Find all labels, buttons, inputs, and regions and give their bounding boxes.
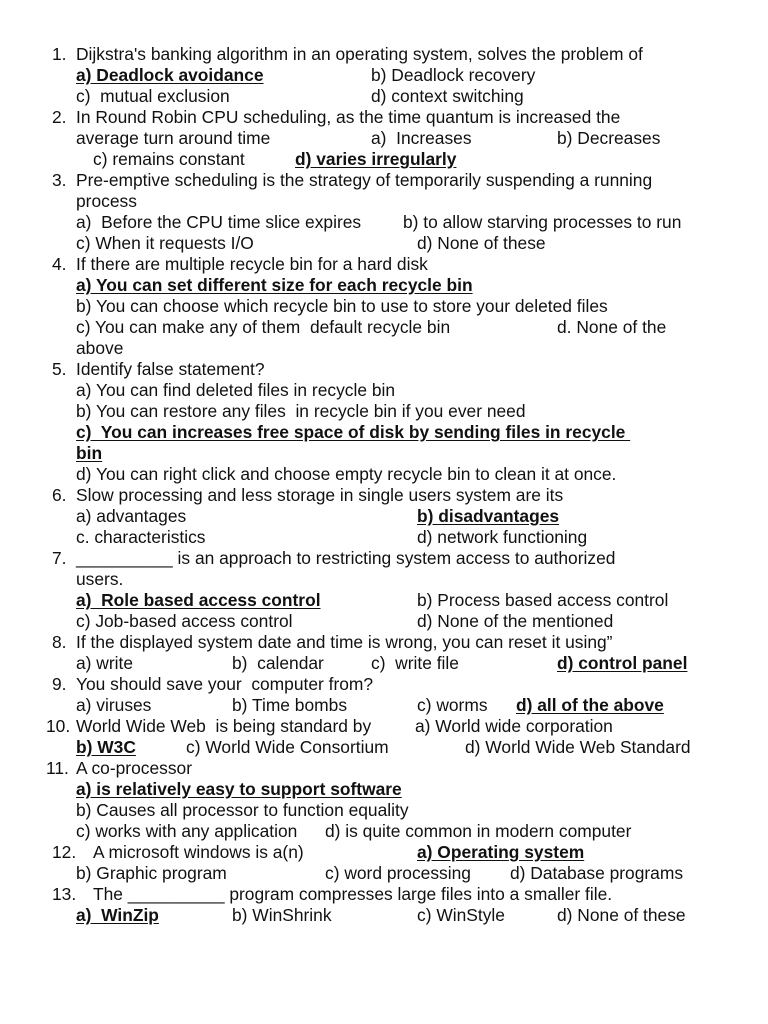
- options-row: [0, 212, 768, 233]
- question-text: If there are multiple recycle bin for a hard disk: [76, 254, 428, 274]
- option-d: d) network functioning: [417, 527, 588, 547]
- option-a-correct: a) Role based access control: [76, 590, 321, 610]
- option-c: c) write file: [371, 653, 459, 673]
- option-c: c) mutual exclusion: [76, 86, 230, 106]
- option-c: c) remains constant: [93, 149, 245, 169]
- options-row: [0, 422, 768, 443]
- option-d: d) World Wide Web Standard: [465, 737, 691, 757]
- option-d: d) context switching: [371, 86, 524, 106]
- option-c: c) word processing: [325, 863, 471, 883]
- option-c: c) works with any application: [76, 821, 298, 841]
- question-text: __________ is an approach to restricting system access to authorized: [76, 548, 616, 568]
- option-a-correct: a) Operating system: [417, 842, 585, 862]
- options-row: [0, 737, 768, 758]
- question-4: [0, 254, 768, 275]
- question-text: Identify false statement?: [76, 359, 265, 379]
- option-c: c. characteristics: [76, 527, 206, 547]
- option-c: c) worms: [417, 695, 488, 715]
- question-10: [0, 716, 768, 737]
- question-number: 4.: [52, 254, 67, 274]
- options-row: [0, 443, 768, 464]
- option-a-correct: a) is relatively easy to support software: [76, 779, 402, 799]
- options-row: [0, 800, 768, 821]
- option-d: d) Database programs: [510, 863, 684, 883]
- options-row: [0, 506, 768, 527]
- option-d: d) You can right click and choose empty recycle bin to clean it at once.: [76, 464, 617, 484]
- option-b: b) You can restore any files in recycle bin if you ever need: [76, 401, 526, 421]
- option-d: d. None of the: [557, 317, 667, 337]
- options-row: [0, 128, 768, 149]
- option-d: d) None of the mentioned: [417, 611, 614, 631]
- option-b: b) WinShrink: [232, 905, 332, 925]
- question-6: [0, 485, 768, 506]
- option-c-correct: c) You can increases free space of disk by sending files in recycle: [76, 422, 631, 442]
- question-text: Pre-emptive scheduling is the strategy of temporarily suspending a running: [76, 170, 653, 190]
- question-number: 8.: [52, 632, 67, 652]
- option-b-correct: b) disadvantages: [417, 506, 560, 526]
- option-a: a) viruses: [76, 695, 152, 715]
- options-row: [0, 653, 768, 674]
- question-text-cont: process: [76, 191, 137, 211]
- question-1: [0, 44, 768, 65]
- question-number: 10.: [46, 716, 71, 736]
- question-text: If the displayed system date and time is wrong, you can reset it using”: [76, 632, 613, 652]
- options-row: [0, 86, 768, 107]
- option-a: a) Increases: [371, 128, 472, 148]
- question-8: [0, 632, 768, 653]
- options-row: [0, 821, 768, 842]
- option-c: c) World Wide Consortium: [186, 737, 389, 757]
- option-d: d) is quite common in modern computer: [325, 821, 632, 841]
- question-number: 3.: [52, 170, 67, 190]
- question-text: A co-processor: [76, 758, 192, 778]
- options-row: [0, 611, 768, 632]
- options-row: [0, 149, 768, 170]
- question-2: [0, 107, 768, 128]
- option-a: a) Before the CPU time slice expires: [76, 212, 362, 232]
- option-a: a) World wide corporation: [415, 716, 613, 736]
- option-b: b) Causes all processor to function equality: [76, 800, 409, 820]
- option-a: a) You can find deleted files in recycle bin: [76, 380, 396, 400]
- question-5: [0, 359, 768, 380]
- question-13: [0, 884, 768, 905]
- question-text: A microsoft windows is a(n): [93, 842, 304, 862]
- option-a: a) advantages: [76, 506, 187, 526]
- option-d-correct: d) control panel: [557, 653, 688, 673]
- question-number: 12.: [52, 842, 77, 862]
- options-row: [0, 590, 768, 611]
- question-text: In Round Robin CPU scheduling, as the time quantum is increased the: [76, 107, 621, 127]
- option-c: c) Job-based access control: [76, 611, 293, 631]
- question-number: 2.: [52, 107, 67, 127]
- options-row: [0, 317, 768, 338]
- question-11: [0, 758, 768, 779]
- question-3: [0, 170, 768, 191]
- question-number: 5.: [52, 359, 67, 379]
- option-b: b) Process based access control: [417, 590, 669, 610]
- options-row: [0, 464, 768, 485]
- options-row: [0, 779, 768, 800]
- options-row: [0, 65, 768, 86]
- question-number: 6.: [52, 485, 67, 505]
- question-text: You should save your computer from?: [76, 674, 374, 694]
- option-d-cont: above: [76, 338, 124, 358]
- question-text: The __________ program compresses large files into a smaller file.: [93, 884, 613, 904]
- question-12: [0, 842, 768, 863]
- question-text-cont: users.: [76, 569, 124, 589]
- options-row: [0, 338, 768, 359]
- options-row: [0, 527, 768, 548]
- option-d-correct: d) all of the above: [516, 695, 664, 715]
- question-text-cont-row: [0, 569, 768, 590]
- option-b: b) Graphic program: [76, 863, 227, 883]
- options-row: [0, 695, 768, 716]
- option-b: b) You can choose which recycle bin to use to store your deleted files: [76, 296, 608, 316]
- option-b: b) Decreases: [557, 128, 661, 148]
- question-number: 1.: [52, 44, 67, 64]
- question-number: 13.: [52, 884, 77, 904]
- option-a-correct: a) Deadlock avoidance: [76, 65, 264, 85]
- option-a-correct: a) WinZip: [76, 905, 159, 925]
- option-a-correct: a) You can set different size for each recycle bin: [76, 275, 473, 295]
- option-d: d) None of these: [557, 905, 686, 925]
- question-number: 7.: [52, 548, 67, 568]
- option-b-correct: b) W3C: [76, 737, 136, 757]
- option-d-correct: d) varies irregularly: [295, 149, 457, 169]
- option-b: b) Deadlock recovery: [371, 65, 536, 85]
- question-number: 11.: [46, 758, 69, 778]
- option-b: b) calendar: [232, 653, 324, 673]
- option-c: c) You can make any of them default recycle bin: [76, 317, 451, 337]
- question-7: [0, 548, 768, 569]
- options-row: [0, 275, 768, 296]
- question-text-cont: average turn around time: [76, 128, 271, 148]
- question-text: World Wide Web is being standard by: [76, 716, 372, 736]
- question-text: Slow processing and less storage in single users system are its: [76, 485, 564, 505]
- options-row: [0, 380, 768, 401]
- question-text-cont-row: [0, 191, 768, 212]
- question-number: 9.: [52, 674, 67, 694]
- option-c: c) When it requests I/O: [76, 233, 254, 253]
- option-d: d) None of these: [417, 233, 546, 253]
- options-row: [0, 401, 768, 422]
- options-row: [0, 296, 768, 317]
- option-c-correct-cont: bin: [76, 443, 103, 463]
- options-row: [0, 863, 768, 884]
- option-a: a) write: [76, 653, 134, 673]
- question-text: Dijkstra's banking algorithm in an operating system, solves the problem of: [76, 44, 643, 64]
- option-b: b) Time bombs: [232, 695, 348, 715]
- option-b: b) to allow starving processes to run: [403, 212, 682, 232]
- options-row: [0, 233, 768, 254]
- question-9: [0, 674, 768, 695]
- options-row: [0, 905, 768, 926]
- option-c: c) WinStyle: [417, 905, 505, 925]
